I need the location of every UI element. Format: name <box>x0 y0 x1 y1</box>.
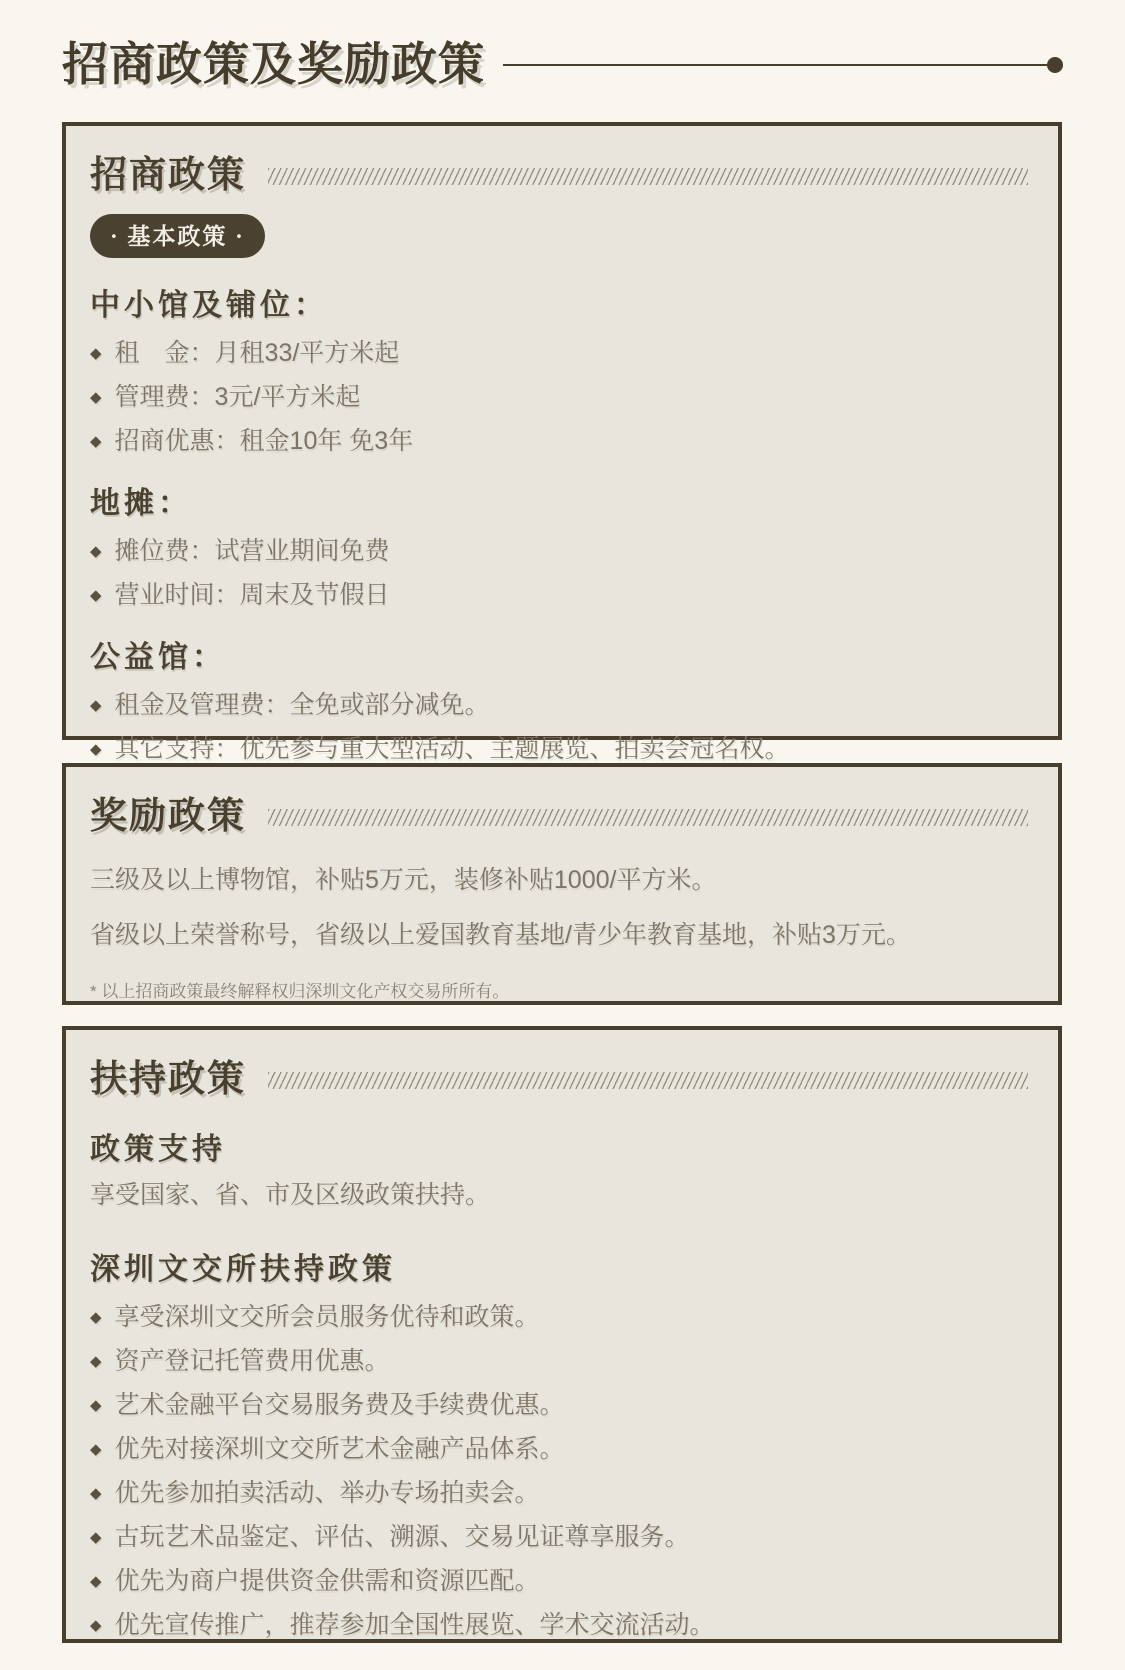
list-item <box>90 1522 1028 1552</box>
group-heading-shops: 中小馆及铺位： <box>90 289 328 322</box>
group-heading-street-stalls: 地摊： <box>90 487 192 520</box>
page-header <box>0 0 1125 92</box>
page-title: 招商政策及奖励政策 <box>62 38 485 90</box>
list-item <box>90 1390 1028 1420</box>
list-item <box>90 734 1028 764</box>
diamond-bullet-icon: ◆ <box>90 1441 102 1458</box>
list-item-text: 其它支持：优先参与重大型活动、主题展览、拍卖会冠名权。 <box>114 735 790 763</box>
list-item-text: 优先参加拍卖活动、举办专场拍卖会。 <box>114 1479 540 1507</box>
header-rule <box>503 64 1047 66</box>
list-item-text: 租金及管理费：全免或部分减免。 <box>114 691 490 719</box>
list-item-text: 享受深圳文交所会员服务优待和政策。 <box>114 1303 540 1331</box>
list-item-text: 营业时间：周末及节假日 <box>114 581 390 609</box>
diamond-bullet-icon: ◆ <box>90 741 102 758</box>
list-item-text: 管理费：3元/平方米起 <box>114 383 361 411</box>
panel-title-row <box>90 144 1028 198</box>
panel-title-row <box>90 1048 1028 1102</box>
list-item-text: 招商优惠：租金10年 免3年 <box>114 427 414 455</box>
hatch-decoration <box>268 809 1028 826</box>
diamond-bullet-icon: ◆ <box>90 543 102 560</box>
panel-reward-policy <box>62 763 1062 1005</box>
list-item <box>90 1478 1028 1508</box>
diamond-bullet-icon: ◆ <box>90 1617 102 1634</box>
hatch-decoration <box>268 1072 1028 1089</box>
reward-paragraph: 三级及以上博物馆，补贴5万元，装修补贴1000/平方米。 <box>90 866 717 894</box>
list-item <box>90 382 1028 412</box>
list-item <box>90 426 1028 456</box>
list-item-text: 资产登记托管费用优惠。 <box>114 1347 390 1375</box>
panel-investment-policy <box>62 122 1062 763</box>
diamond-bullet-icon: ◆ <box>90 345 102 362</box>
panel-title-row <box>90 785 1028 839</box>
group-heading-charity-hall: 公益馆： <box>90 641 226 674</box>
diamond-bullet-icon: ◆ <box>90 1573 102 1590</box>
panel-title-reward: 奖励政策 <box>90 796 246 837</box>
hatch-decoration <box>268 168 1028 185</box>
list-item <box>90 1434 1028 1464</box>
diamond-bullet-icon: ◆ <box>90 697 102 714</box>
diamond-bullet-icon: ◆ <box>90 1353 102 1370</box>
list-item-text: 古玩艺术品鉴定、评估、溯源、交易见证尊享服务。 <box>114 1523 690 1551</box>
list-item-text: 优先为商户提供资金供需和资源匹配。 <box>114 1567 540 1595</box>
list-item <box>90 536 1028 566</box>
reward-paragraph: 省级以上荣誉称号，省级以上爱国教育基地/青少年教育基地，补贴3万元。 <box>90 921 911 949</box>
diamond-bullet-icon: ◆ <box>90 389 102 406</box>
basic-policy-badge: · 基本政策 · <box>90 214 265 258</box>
list-item <box>90 338 1028 368</box>
list-item <box>90 580 1028 610</box>
header-dot-icon <box>1047 57 1063 73</box>
diamond-bullet-icon: ◆ <box>90 1309 102 1326</box>
support-paragraph: 享受国家、省、市及区级政策扶持。 <box>90 1181 491 1209</box>
panel-title-investment: 招商政策 <box>90 155 246 196</box>
list-item <box>90 1610 1028 1640</box>
diamond-bullet-icon: ◆ <box>90 1485 102 1502</box>
list-item <box>90 1346 1028 1376</box>
diamond-bullet-icon: ◆ <box>90 1397 102 1414</box>
list-item-text: 艺术金融平台交易服务费及手续费优惠。 <box>114 1391 565 1419</box>
list-item-text: 租 金：月租33/平方米起 <box>114 339 400 367</box>
diamond-bullet-icon: ◆ <box>90 433 102 450</box>
panel-support-policy <box>62 1026 1062 1643</box>
panel-title-support: 扶持政策 <box>90 1059 246 1100</box>
list-item-text: 优先对接深圳文交所艺术金融产品体系。 <box>114 1435 565 1463</box>
list-item-text: 摊位费：试营业期间免费 <box>114 537 390 565</box>
list-item <box>90 1566 1028 1596</box>
group-heading-szcex-support: 深圳文交所扶持政策 <box>90 1253 396 1286</box>
list-item <box>90 690 1028 720</box>
footnote: * 以上招商政策最终解释权归深圳文化产权交易所所有。 <box>90 982 510 1001</box>
diamond-bullet-icon: ◆ <box>90 1529 102 1546</box>
diamond-bullet-icon: ◆ <box>90 587 102 604</box>
list-item <box>90 1302 1028 1332</box>
list-item-text: 优先宣传推广，推荐参加全国性展览、学术交流活动。 <box>114 1611 715 1639</box>
group-heading-policy-support: 政策支持 <box>90 1133 226 1166</box>
